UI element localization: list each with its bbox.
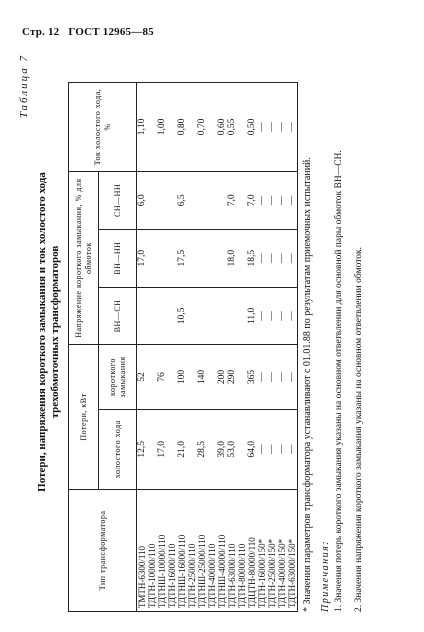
table-row	[277, 83, 287, 612]
cell-losses-shortcircuit	[237, 345, 247, 409]
cell-losses-noload	[187, 409, 197, 489]
cell-losses-noload: 21,0	[177, 409, 187, 489]
cell-voltage-hl	[237, 229, 247, 287]
cell-noload-current	[237, 83, 247, 172]
cell-voltage-hm: —	[287, 287, 298, 345]
cell-losses-noload	[167, 409, 177, 489]
cell-voltage-hl	[207, 229, 217, 287]
cell-voltage-ml	[237, 171, 247, 229]
table-row	[237, 83, 247, 612]
col-header-losses-shortcircuit: короткого замыкания	[99, 345, 137, 409]
cell-losses-shortcircuit: —	[287, 345, 298, 409]
table-title	[36, 72, 62, 592]
cell-losses-shortcircuit: 290	[227, 345, 237, 409]
cell-voltage-hl: —	[257, 229, 267, 287]
table-row	[157, 83, 167, 612]
cell-losses-shortcircuit	[187, 345, 197, 409]
cell-voltage-ml	[197, 171, 207, 229]
cell-voltage-hm: 10,5	[177, 287, 187, 345]
table-title-line1: Потери, напряжения короткого замыкания и ток холостого хода	[36, 172, 48, 492]
cell-voltage-ml	[207, 171, 217, 229]
table-row	[207, 83, 217, 612]
table-row	[247, 83, 257, 612]
cell-losses-shortcircuit: 140	[197, 345, 207, 409]
page-header	[22, 26, 160, 38]
cell-type: ТДТНШ-10000/110	[157, 489, 167, 611]
cell-losses-noload: —	[267, 409, 277, 489]
table-row	[197, 83, 207, 612]
cell-voltage-hm: —	[267, 287, 277, 345]
standard-code: ГОСТ 12965—85	[68, 26, 154, 38]
cell-losses-noload	[207, 409, 217, 489]
cell-voltage-hm	[227, 287, 237, 345]
cell-losses-noload: 53,0	[227, 409, 237, 489]
col-header-current: Ток холостого хода, %	[69, 83, 137, 172]
rotated-table-block	[18, 52, 398, 612]
cell-voltage-ml: 7,0	[227, 171, 237, 229]
cell-losses-shortcircuit: —	[267, 345, 277, 409]
cell-losses-noload: —	[257, 409, 267, 489]
cell-losses-shortcircuit	[147, 345, 157, 409]
cell-losses-shortcircuit: 365	[247, 345, 257, 409]
cell-noload-current: 0,50	[247, 83, 257, 172]
cell-type: ТДТН-80000/110	[237, 489, 247, 611]
cell-voltage-ml	[217, 171, 227, 229]
cell-type: ТДТНШ-25000/110	[197, 489, 207, 611]
cell-voltage-hl: 18,0	[227, 229, 237, 287]
col-header-type: Тип трансформатора	[69, 489, 137, 611]
cell-losses-noload: 39,0	[217, 409, 227, 489]
table-row	[217, 83, 227, 612]
cell-noload-current	[147, 83, 157, 172]
cell-voltage-ml: —	[257, 171, 267, 229]
cell-losses-shortcircuit: 100	[177, 345, 187, 409]
cell-voltage-hm	[137, 287, 148, 345]
cell-type: ТДТН-63000/150*	[287, 489, 298, 611]
cell-voltage-hl	[167, 229, 177, 287]
col-header-v-hm: ВН—СН	[99, 287, 137, 345]
cell-noload-current: 0,70	[197, 83, 207, 172]
cell-noload-current: —	[287, 83, 298, 172]
cell-voltage-hl: 17,5	[177, 229, 187, 287]
cell-type: ТДТНШ-16000/110	[177, 489, 187, 611]
table-row	[147, 83, 157, 612]
cell-noload-current	[207, 83, 217, 172]
cell-voltage-hl: —	[277, 229, 287, 287]
cell-voltage-hm	[197, 287, 207, 345]
cell-voltage-hm	[147, 287, 157, 345]
cell-type: ТМТН-6300/110	[137, 489, 148, 611]
col-header-v-ml: СН—НН	[99, 171, 137, 229]
cell-voltage-hl	[157, 229, 167, 287]
cell-noload-current: —	[277, 83, 287, 172]
footnote: * Значения параметров трансформатора устанавливают с 01.01.88 по результатам приемочных испытаний.	[302, 157, 313, 612]
cell-type: ТДТН-16000/150*	[257, 489, 267, 611]
cell-type: ТДТН-16000/110	[167, 489, 177, 611]
cell-voltage-hm	[187, 287, 197, 345]
cell-type: ТДТН-25000/110	[187, 489, 197, 611]
cell-voltage-ml	[147, 171, 157, 229]
cell-voltage-hl	[197, 229, 207, 287]
cell-type: ТДТНШ-40000/110	[217, 489, 227, 611]
page-number: Стр. 12	[22, 26, 60, 38]
table-row	[267, 83, 277, 612]
cell-voltage-hl: —	[287, 229, 298, 287]
table-row	[187, 83, 197, 612]
cell-type: ТДТН-25000/150*	[267, 489, 277, 611]
cell-losses-noload: —	[287, 409, 298, 489]
data-table	[68, 82, 298, 612]
cell-losses-noload: 64,0	[247, 409, 257, 489]
table-row	[177, 83, 187, 612]
cell-noload-current: 0,60	[217, 83, 227, 172]
col-header-losses: Потери, кВт	[69, 345, 99, 489]
cell-noload-current	[167, 83, 177, 172]
cell-voltage-ml	[167, 171, 177, 229]
table-row	[227, 83, 237, 612]
cell-voltage-ml: 6,5	[177, 171, 187, 229]
table-title-line2: трехобмоточных трансформаторов	[49, 245, 61, 419]
cell-noload-current: 0,55	[227, 83, 237, 172]
cell-losses-shortcircuit: —	[257, 345, 267, 409]
cell-type: ТДТН-40000/110	[207, 489, 217, 611]
cell-noload-current: 1,10	[137, 83, 148, 172]
note-1: 1. Значения потерь короткого замыкания указаны на основном ответвлении для основной пары обмоток ВН—СН.	[334, 150, 344, 612]
cell-voltage-hm	[217, 287, 227, 345]
cell-voltage-hl: 17,0	[137, 229, 148, 287]
table-body	[137, 83, 298, 612]
cell-voltage-ml: —	[287, 171, 298, 229]
cell-losses-shortcircuit	[167, 345, 177, 409]
cell-type: ТДТН-40000/150*	[277, 489, 287, 611]
cell-voltage-hm: 11,0	[247, 287, 257, 345]
col-header-v-hl: ВН—НН	[99, 229, 137, 287]
notes-title: Примечания:	[320, 539, 331, 612]
cell-voltage-ml: 6,0	[137, 171, 148, 229]
cell-noload-current: 1,00	[157, 83, 167, 172]
cell-losses-noload: 17,0	[157, 409, 167, 489]
cell-noload-current: 0,80	[177, 83, 187, 172]
cell-voltage-ml: 7,0	[247, 171, 257, 229]
col-header-losses-noload: холостого хода	[99, 409, 137, 489]
cell-losses-noload	[147, 409, 157, 489]
cell-voltage-ml: —	[267, 171, 277, 229]
cell-type: ТДТН-63000/110	[227, 489, 237, 611]
cell-noload-current: —	[257, 83, 267, 172]
cell-voltage-hl	[217, 229, 227, 287]
table-label: Таблица 7	[18, 54, 30, 119]
cell-noload-current: —	[267, 83, 277, 172]
cell-losses-shortcircuit: 52	[137, 345, 148, 409]
cell-losses-shortcircuit	[207, 345, 217, 409]
cell-voltage-hl: 18,5	[247, 229, 257, 287]
cell-losses-noload: 12,5	[137, 409, 148, 489]
cell-voltage-hm	[167, 287, 177, 345]
cell-voltage-hm	[157, 287, 167, 345]
cell-voltage-hm	[237, 287, 247, 345]
cell-voltage-hl	[187, 229, 197, 287]
table-row	[257, 83, 267, 612]
cell-voltage-hl	[147, 229, 157, 287]
cell-type: ТДЦТН-80000/110	[247, 489, 257, 611]
cell-losses-noload: 28,5	[197, 409, 207, 489]
cell-voltage-ml	[187, 171, 197, 229]
cell-type: ТДТН-10000/110	[147, 489, 157, 611]
cell-losses-noload	[237, 409, 247, 489]
table-row	[287, 83, 298, 612]
note-2: 2. Значения напряжения короткого замыкания указаны на основном ответвлении обмоток.	[354, 247, 364, 612]
cell-losses-shortcircuit: 200	[217, 345, 227, 409]
cell-voltage-hm: —	[277, 287, 287, 345]
cell-voltage-hm	[207, 287, 217, 345]
table-row	[167, 83, 177, 612]
cell-losses-shortcircuit: —	[277, 345, 287, 409]
cell-voltage-ml: —	[277, 171, 287, 229]
cell-voltage-hm: —	[257, 287, 267, 345]
table-row	[137, 83, 148, 612]
cell-losses-shortcircuit: 76	[157, 345, 167, 409]
col-header-voltage: Напряжение короткого замыкания, % для обмоток	[69, 171, 99, 344]
cell-losses-noload: —	[277, 409, 287, 489]
cell-voltage-ml	[157, 171, 167, 229]
cell-noload-current	[187, 83, 197, 172]
cell-voltage-hl: —	[267, 229, 277, 287]
